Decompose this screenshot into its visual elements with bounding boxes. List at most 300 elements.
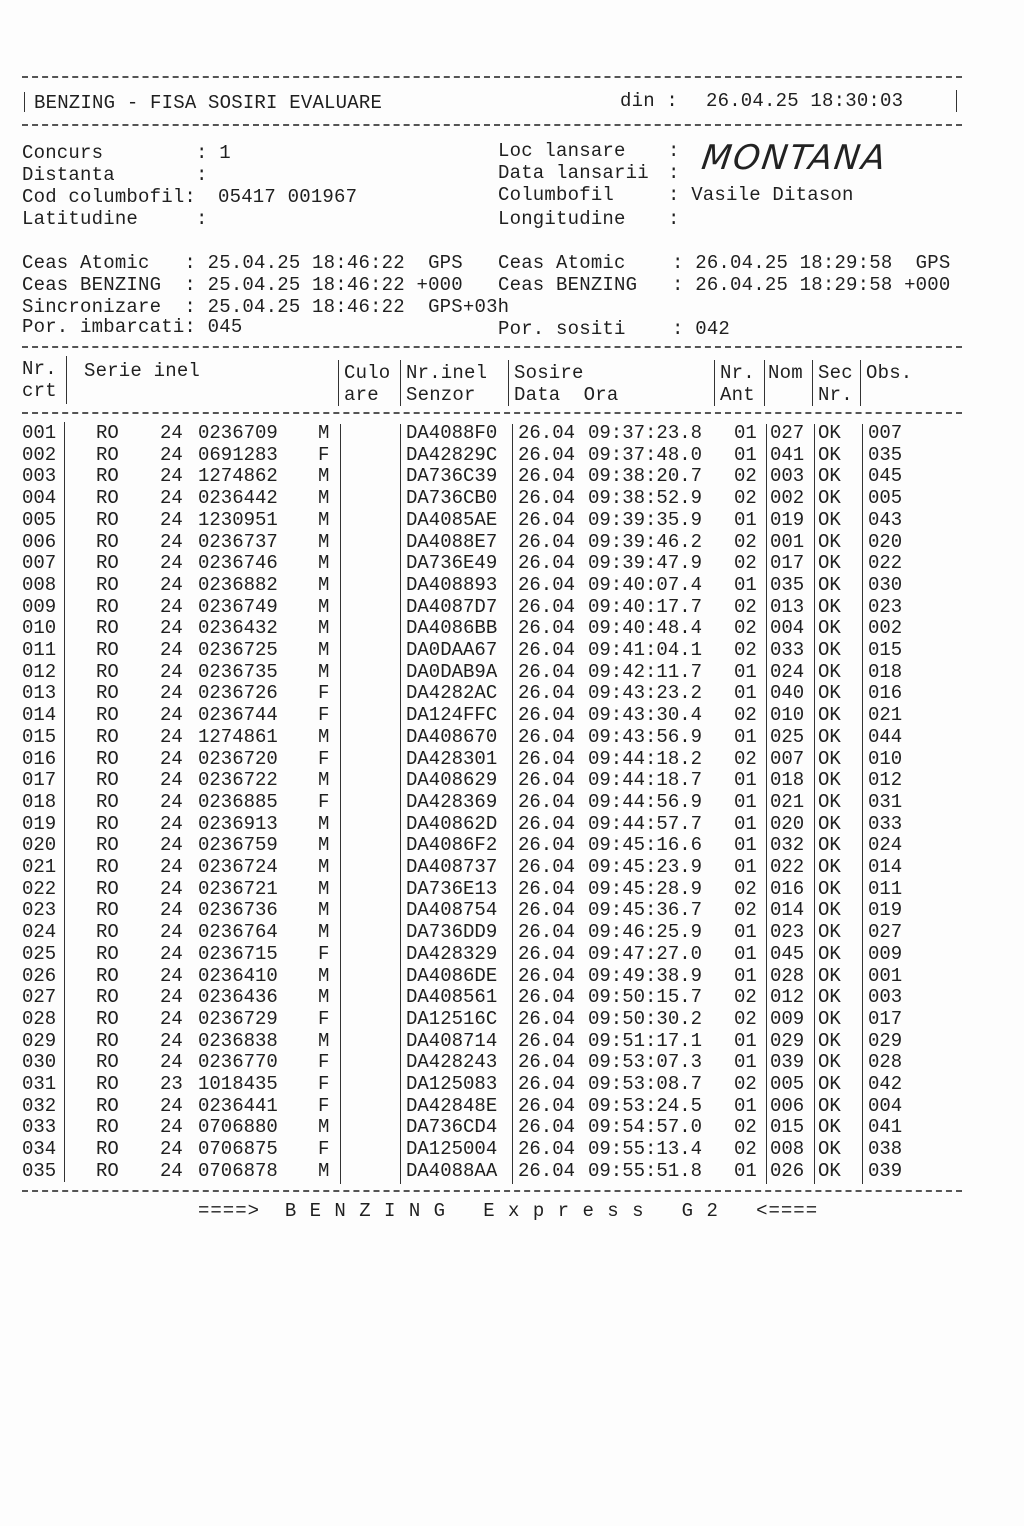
ring-country: RO (96, 422, 119, 444)
arrival-date: 26.04 (518, 921, 576, 944)
sex: M (318, 508, 330, 531)
arrival-date: 26.04 (518, 725, 576, 748)
sec-status: OK (818, 660, 841, 683)
ring-number: 0236726 (198, 682, 278, 705)
sex: M (318, 639, 330, 661)
ring-year: 24 (160, 573, 183, 596)
arrival-time: 09:53:24.5 (588, 1094, 703, 1117)
obs: 033 (868, 812, 903, 835)
arrival-date: 26.04 (518, 508, 576, 531)
nom: 039 (770, 1051, 805, 1074)
sensor-ring: DA0DAA67 (406, 639, 498, 661)
sex: M (318, 552, 330, 575)
antenna-nr: 01 (734, 508, 757, 531)
arrival-time: 09:55:13.4 (588, 1138, 703, 1161)
arrival-time: 09:38:20.7 (588, 465, 703, 488)
sex: M (318, 487, 330, 510)
ring-number: 0236722 (198, 769, 278, 792)
arrival-time: 09:44:56.9 (588, 790, 703, 813)
ring-country: RO (96, 834, 119, 857)
sec-status: OK (818, 443, 841, 466)
sensor-ring: DA736E13 (406, 877, 498, 900)
antenna-nr: 02 (734, 552, 757, 575)
info-label: Distanta (22, 164, 115, 186)
table-row (0, 661, 1024, 683)
arrival-time: 09:43:23.2 (588, 682, 703, 705)
arrival-date: 26.04 (518, 682, 576, 705)
table-row (0, 1160, 1024, 1182)
table-row (0, 552, 1024, 574)
col-header-nr: crt (22, 380, 57, 402)
arrival-date: 26.04 (518, 942, 576, 965)
ring-year: 24 (160, 725, 183, 748)
sec-status: OK (818, 573, 841, 596)
border-left (24, 92, 25, 112)
ring-country: RO (96, 617, 119, 640)
table-row (0, 791, 1024, 813)
obs: 039 (868, 1159, 903, 1182)
ring-year: 24 (160, 508, 183, 531)
row-number: 003 (22, 465, 57, 488)
antenna-nr: 01 (734, 1029, 757, 1052)
ring-year: 24 (160, 1116, 183, 1139)
arrival-date: 26.04 (518, 465, 576, 488)
sec-status: OK (818, 790, 841, 813)
arrival-time: 09:53:08.7 (588, 1073, 703, 1095)
nom: 009 (770, 1007, 805, 1030)
col-header-nrinel: Nr.inel (406, 362, 488, 384)
row-number: 006 (22, 530, 57, 553)
divider (22, 1190, 962, 1192)
arrival-date: 26.04 (518, 747, 576, 770)
ring-country: RO (96, 660, 119, 683)
col-divider (812, 360, 813, 406)
arrival-date: 26.04 (518, 660, 576, 683)
sec-status: OK (818, 595, 841, 618)
table-row (0, 639, 1024, 661)
obs: 030 (868, 573, 903, 596)
obs: 004 (868, 1094, 903, 1117)
sec-status: OK (818, 1094, 841, 1117)
sensor-ring: DA736CB0 (406, 487, 498, 510)
antenna-nr: 02 (734, 465, 757, 488)
sex: M (318, 725, 330, 748)
sec-status: OK (818, 1116, 841, 1139)
nom: 014 (770, 899, 805, 922)
ring-number: 0706875 (198, 1138, 278, 1161)
info-label: Loc lansare (498, 140, 626, 162)
obs: 043 (868, 508, 903, 531)
sex: M (318, 856, 330, 878)
ring-year: 24 (160, 443, 183, 466)
table-row (0, 1051, 1024, 1073)
info-value: : (668, 162, 680, 184)
ring-year: 23 (160, 1073, 183, 1095)
ring-number: 1274861 (198, 725, 278, 748)
arrival-date: 26.04 (518, 834, 576, 857)
sensor-ring: DA124FFC (406, 704, 498, 727)
row-number: 024 (22, 921, 57, 944)
ring-country: RO (96, 1138, 119, 1161)
nom: 028 (770, 964, 805, 987)
sec-status: OK (818, 1159, 841, 1182)
nom: 005 (770, 1073, 805, 1095)
antenna-nr: 01 (734, 790, 757, 813)
info-value: : 1 (196, 142, 231, 164)
info-value: : (668, 140, 680, 162)
arrival-date: 26.04 (518, 964, 576, 987)
nom: 035 (770, 573, 805, 596)
col-header-nom: Nom (768, 362, 803, 384)
sensor-ring: DA428329 (406, 942, 498, 965)
footer-brand: ====> B E N Z I N G E x p r e s s G 2 <==== (198, 1200, 819, 1222)
obs: 029 (868, 1029, 903, 1052)
table-row (0, 878, 1024, 900)
row-number: 028 (22, 1007, 57, 1030)
nom: 032 (770, 834, 805, 857)
clock-line: Por. imbarcati: 045 (22, 316, 243, 338)
sensor-ring: DA428243 (406, 1051, 498, 1074)
row-number: 015 (22, 725, 57, 748)
ring-number: 0236436 (198, 986, 278, 1009)
ring-year: 24 (160, 964, 183, 987)
nom: 022 (770, 856, 805, 878)
ring-country: RO (96, 790, 119, 813)
ring-country: RO (96, 1159, 119, 1182)
ring-country: RO (96, 1116, 119, 1139)
info-value: 05417 001967 (218, 186, 358, 208)
col-header-sec: Sec (818, 362, 853, 384)
arrival-time: 09:45:16.6 (588, 834, 703, 857)
obs: 017 (868, 1007, 903, 1030)
info-value: : Vasile Ditason (668, 184, 854, 206)
nom: 020 (770, 812, 805, 835)
sensor-ring: DA428301 (406, 747, 498, 770)
obs: 016 (868, 682, 903, 705)
col-divider (764, 360, 765, 406)
sec-status: OK (818, 465, 841, 488)
antenna-nr: 01 (734, 921, 757, 944)
arrival-date: 26.04 (518, 595, 576, 618)
sex: M (318, 530, 330, 553)
ring-number: 0236737 (198, 530, 278, 553)
table-row (0, 748, 1024, 770)
arrival-date: 26.04 (518, 1116, 576, 1139)
antenna-nr: 02 (734, 487, 757, 510)
antenna-nr: 01 (734, 942, 757, 965)
info-value: : (196, 208, 208, 230)
antenna-nr: 02 (734, 1007, 757, 1030)
nom: 023 (770, 921, 805, 944)
ring-year: 24 (160, 1051, 183, 1074)
divider (22, 412, 962, 414)
ring-year: 24 (160, 1007, 183, 1030)
ring-number: 0236913 (198, 812, 278, 835)
table-row (0, 943, 1024, 965)
ring-number: 0236721 (198, 877, 278, 900)
row-number: 005 (22, 508, 57, 531)
sensor-ring: DA408754 (406, 899, 498, 922)
obs: 010 (868, 747, 903, 770)
arrival-time: 09:51:17.1 (588, 1029, 703, 1052)
ring-country: RO (96, 986, 119, 1009)
sex: F (318, 1138, 330, 1161)
sec-status: OK (818, 508, 841, 531)
ring-country: RO (96, 465, 119, 488)
arrival-date: 26.04 (518, 899, 576, 922)
obs: 011 (868, 877, 903, 900)
ring-country: RO (96, 812, 119, 835)
info-value: : (668, 208, 680, 230)
sec-status: OK (818, 769, 841, 792)
ring-number: 0691283 (198, 443, 278, 466)
table-row (0, 422, 1024, 444)
sex: F (318, 682, 330, 705)
ring-country: RO (96, 964, 119, 987)
nom: 007 (770, 747, 805, 770)
antenna-nr: 02 (734, 986, 757, 1009)
arrival-date: 26.04 (518, 790, 576, 813)
arrival-date: 26.04 (518, 1159, 576, 1182)
ring-country: RO (96, 769, 119, 792)
clock-line: Ceas Atomic : 25.04.25 18:46:22 GPS (22, 252, 463, 274)
ring-number: 0236764 (198, 921, 278, 944)
antenna-nr: 01 (734, 660, 757, 683)
ring-year: 24 (160, 942, 183, 965)
sensor-ring: DA428369 (406, 790, 498, 813)
nom: 033 (770, 639, 805, 661)
col-header-culoare: are (344, 384, 379, 406)
ring-year: 24 (160, 769, 183, 792)
arrival-time: 09:49:38.9 (588, 964, 703, 987)
col-divider (66, 356, 67, 404)
ring-year: 24 (160, 790, 183, 813)
col-divider (338, 360, 339, 406)
nom: 024 (770, 660, 805, 683)
info-label: Cod columbofil: (22, 186, 197, 208)
nom: 015 (770, 1116, 805, 1139)
sex: M (318, 1159, 330, 1182)
col-divider (860, 360, 861, 406)
clock-line: Ceas BENZING : 26.04.25 18:29:58 +000 (498, 274, 951, 296)
obs: 023 (868, 595, 903, 618)
sensor-ring: DA408629 (406, 769, 498, 792)
ring-year: 24 (160, 487, 183, 510)
sec-status: OK (818, 856, 841, 878)
sensor-ring: DA125083 (406, 1073, 498, 1095)
arrival-date: 26.04 (518, 1007, 576, 1030)
info-label: Concurs (22, 142, 104, 164)
obs: 007 (868, 422, 903, 444)
sex: F (318, 1007, 330, 1030)
table-row (0, 1095, 1024, 1117)
col-header-nr: Nr. (22, 358, 57, 380)
antenna-nr: 02 (734, 877, 757, 900)
arrival-date: 26.04 (518, 812, 576, 835)
nom: 002 (770, 487, 805, 510)
ring-country: RO (96, 877, 119, 900)
row-number: 013 (22, 682, 57, 705)
arrival-time: 09:43:56.9 (588, 725, 703, 748)
row-number: 002 (22, 443, 57, 466)
info-label: Longitudine (498, 208, 626, 230)
row-number: 016 (22, 747, 57, 770)
sec-status: OK (818, 1029, 841, 1052)
antenna-nr: 01 (734, 1094, 757, 1117)
ring-year: 24 (160, 1094, 183, 1117)
table-row (0, 921, 1024, 943)
table-row (0, 487, 1024, 509)
arrival-time: 09:40:17.7 (588, 595, 703, 618)
sex: M (318, 573, 330, 596)
arrival-time: 09:53:07.3 (588, 1051, 703, 1074)
row-number: 019 (22, 812, 57, 835)
row-number: 029 (22, 1029, 57, 1052)
arrival-time: 09:44:18.7 (588, 769, 703, 792)
obs: 035 (868, 443, 903, 466)
row-number: 008 (22, 573, 57, 596)
row-number: 014 (22, 704, 57, 727)
nom: 012 (770, 986, 805, 1009)
sec-status: OK (818, 617, 841, 640)
ring-number: 1230951 (198, 508, 278, 531)
sec-status: OK (818, 422, 841, 444)
ring-year: 24 (160, 465, 183, 488)
obs: 002 (868, 617, 903, 640)
arrival-date: 26.04 (518, 552, 576, 575)
sec-status: OK (818, 964, 841, 987)
table-row (0, 1008, 1024, 1030)
clock-line: Sincronizare : 25.04.25 18:46:22 GPS+03h (22, 296, 510, 318)
clock-line: Por. sositi : 042 (498, 318, 731, 340)
ring-number: 0236724 (198, 856, 278, 878)
sex: M (318, 595, 330, 618)
nom: 025 (770, 725, 805, 748)
ring-country: RO (96, 639, 119, 661)
ring-number: 0236885 (198, 790, 278, 813)
antenna-nr: 01 (734, 725, 757, 748)
ring-number: 0706878 (198, 1159, 278, 1182)
ring-number: 0236441 (198, 1094, 278, 1117)
sex: M (318, 422, 330, 444)
ring-number: 0236882 (198, 573, 278, 596)
ring-year: 24 (160, 834, 183, 857)
antenna-nr: 02 (734, 530, 757, 553)
ring-country: RO (96, 747, 119, 770)
ring-year: 24 (160, 921, 183, 944)
row-number: 001 (22, 422, 57, 444)
arrival-date: 26.04 (518, 573, 576, 596)
sensor-ring: DA42848E (406, 1094, 498, 1117)
ring-country: RO (96, 508, 119, 531)
obs: 038 (868, 1138, 903, 1161)
sensor-ring: DA736CD4 (406, 1116, 498, 1139)
arrival-date: 26.04 (518, 1073, 576, 1095)
ring-country: RO (96, 856, 119, 878)
ring-number: 0236770 (198, 1051, 278, 1074)
table-row (0, 574, 1024, 596)
ring-year: 24 (160, 552, 183, 575)
antenna-nr: 02 (734, 1116, 757, 1139)
obs: 003 (868, 986, 903, 1009)
table-row (0, 1116, 1024, 1138)
arrival-time: 09:45:23.9 (588, 856, 703, 878)
table-row (0, 682, 1024, 704)
row-number: 012 (22, 660, 57, 683)
ring-country: RO (96, 682, 119, 705)
nom: 029 (770, 1029, 805, 1052)
ring-country: RO (96, 595, 119, 618)
sensor-ring: DA408670 (406, 725, 498, 748)
nom: 001 (770, 530, 805, 553)
sensor-ring: DA4087D7 (406, 595, 498, 618)
sex: F (318, 1051, 330, 1074)
arrival-time: 09:46:25.9 (588, 921, 703, 944)
nom: 016 (770, 877, 805, 900)
table-row (0, 444, 1024, 466)
arrival-time: 09:50:15.7 (588, 986, 703, 1009)
sec-status: OK (818, 1007, 841, 1030)
ring-year: 24 (160, 1138, 183, 1161)
row-number: 009 (22, 595, 57, 618)
antenna-nr: 01 (734, 443, 757, 466)
row-number: 020 (22, 834, 57, 857)
sensor-ring: DA0DAB9A (406, 660, 498, 683)
ring-number: 0236410 (198, 964, 278, 987)
row-number: 011 (22, 639, 57, 661)
arrival-time: 09:45:36.7 (588, 899, 703, 922)
sex: M (318, 660, 330, 683)
antenna-nr: 01 (734, 769, 757, 792)
sex: M (318, 465, 330, 488)
sensor-ring: DA4088E7 (406, 530, 498, 553)
ring-year: 24 (160, 877, 183, 900)
sex: M (318, 834, 330, 857)
sec-status: OK (818, 704, 841, 727)
ring-number: 0236725 (198, 639, 278, 661)
sex: M (318, 877, 330, 900)
antenna-nr: 01 (734, 834, 757, 857)
report-datetime: 26.04.25 18:30:03 (706, 90, 904, 112)
obs: 018 (868, 660, 903, 683)
ring-number: 0706880 (198, 1116, 278, 1139)
nom: 045 (770, 942, 805, 965)
ring-number: 0236729 (198, 1007, 278, 1030)
ring-number: 0236720 (198, 747, 278, 770)
arrival-time: 09:41:04.1 (588, 639, 703, 661)
obs: 024 (868, 834, 903, 857)
sec-status: OK (818, 552, 841, 575)
ring-year: 24 (160, 660, 183, 683)
ring-year: 24 (160, 1029, 183, 1052)
arrival-date: 26.04 (518, 856, 576, 878)
nom: 018 (770, 769, 805, 792)
ring-number: 0236709 (198, 422, 278, 444)
arrival-time: 09:44:18.2 (588, 747, 703, 770)
antenna-nr: 02 (734, 704, 757, 727)
arrival-time: 09:42:11.7 (588, 660, 703, 683)
sex: F (318, 942, 330, 965)
arrival-time: 09:44:57.7 (588, 812, 703, 835)
obs: 019 (868, 899, 903, 922)
nom: 008 (770, 1138, 805, 1161)
antenna-nr: 02 (734, 1138, 757, 1161)
ring-year: 24 (160, 856, 183, 878)
arrival-time: 09:40:07.4 (588, 573, 703, 596)
row-number: 034 (22, 1138, 57, 1161)
col-divider (508, 360, 509, 406)
ring-year: 24 (160, 530, 183, 553)
